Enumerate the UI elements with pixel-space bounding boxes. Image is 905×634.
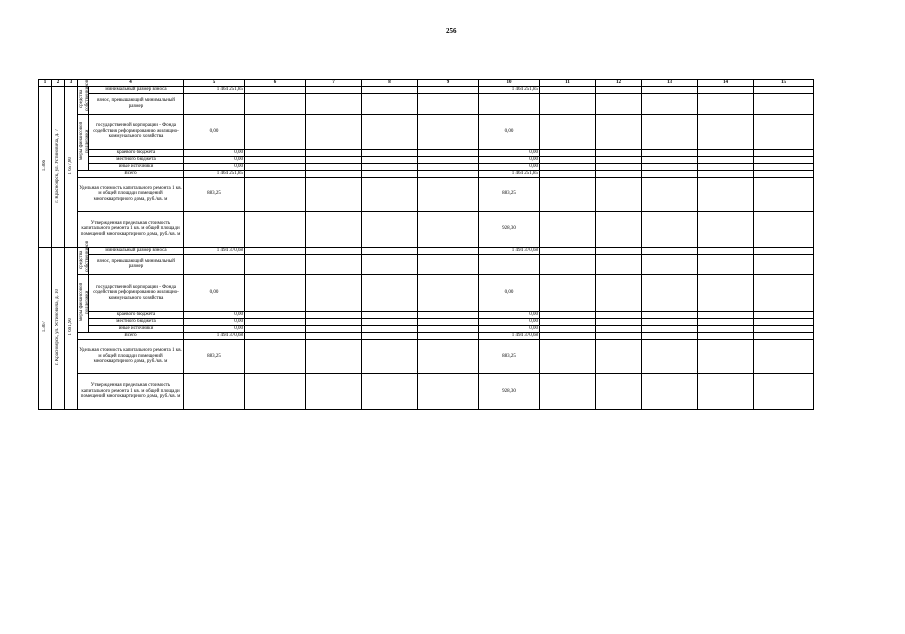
table-row	[39, 114, 814, 149]
value-col10	[479, 94, 540, 114]
value-col10	[479, 254, 540, 274]
col-header: 8	[362, 80, 418, 87]
row-label: Удельная стоимость капитального ремонта 1 кв. м общей площади помещений многоквартирного дома, руб./кв. м	[78, 340, 184, 374]
value-col10: 883,25	[479, 177, 540, 211]
table-row	[39, 177, 814, 211]
value-col10: 0,00	[479, 312, 540, 319]
row-label: минимальный размер взноса	[89, 247, 184, 254]
area: 1 691,90	[68, 318, 73, 336]
row-label: иные источники	[89, 163, 184, 170]
table-row	[39, 94, 814, 114]
area: 1 657,80	[68, 156, 73, 175]
subgroup-cell	[78, 79, 90, 115]
value-col10: 883,25	[479, 340, 540, 374]
value-col5	[184, 211, 245, 247]
value-col10: 1 494 370,68	[479, 333, 540, 340]
row-label: Утвержденная предельная стоимость капитального ремонта 1 кв. м общей площади помещений многоквартирного дома, руб./кв. м	[78, 211, 184, 247]
row-label: местного бюджета	[89, 156, 184, 163]
row-label: взнос, превышающий минимальный размер	[89, 254, 184, 274]
value-col5: 1 494 370,68	[184, 333, 245, 340]
address: г. Красноярск, ул. Устиновича, д. 10	[55, 288, 60, 366]
table-row	[39, 374, 814, 410]
value-col5: 0,00	[184, 156, 245, 163]
table-row	[39, 333, 814, 340]
table-row	[39, 163, 814, 170]
value-col10: 928,30	[479, 211, 540, 247]
value-col10: 0,00	[479, 275, 540, 312]
table-row	[39, 340, 814, 374]
value-col5	[184, 254, 245, 274]
row-number-cell	[39, 87, 52, 248]
col-header: 11	[540, 80, 596, 87]
col-header: 14	[698, 80, 754, 87]
value-col10: 1 494 370,68	[479, 247, 540, 254]
row-label: краевого бюджета	[89, 149, 184, 156]
value-col10: 1 464 251,85	[479, 87, 540, 94]
value-col5: 883,25	[184, 340, 245, 374]
table-row	[39, 312, 814, 319]
table-row	[39, 275, 814, 312]
value-col10: 0,00	[479, 149, 540, 156]
subgroup-cell	[78, 275, 89, 333]
table-row	[39, 170, 814, 177]
row-label: государственной корпорации - Фонда содействия реформированию жилищно-коммунального хозяйства	[89, 275, 184, 312]
table-row	[39, 149, 814, 156]
col-header: 1	[39, 80, 52, 87]
row-number: 1.366	[42, 159, 47, 172]
value-col10: 1 464 251,85	[479, 170, 540, 177]
address-cell	[52, 247, 65, 410]
value-col10: 0,00	[479, 319, 540, 326]
row-label: государственной корпорации - Фонда содействия реформированию жилищно-коммунального хозяйства	[89, 114, 184, 149]
value-col5: 0,00	[184, 163, 245, 170]
value-col5: 0,00	[184, 326, 245, 333]
value-col5: 0,00	[184, 114, 245, 149]
row-number: 1.367	[42, 321, 47, 333]
col-header: 10	[479, 80, 540, 87]
subgroup-cell	[78, 114, 89, 170]
subgroup-owners: средства собственников	[79, 79, 90, 111]
table-row	[39, 247, 814, 254]
col-header: 9	[418, 80, 479, 87]
row-label: Всего	[78, 170, 184, 177]
col-header: 7	[306, 80, 362, 87]
row-label: краевого бюджета	[89, 312, 184, 319]
row-label: минимальный размер взноса	[89, 87, 184, 94]
capital-repair-table	[38, 79, 814, 410]
row-label: Всего	[78, 333, 184, 340]
col-header: 6	[245, 80, 306, 87]
col-header: 12	[596, 80, 642, 87]
address: г. Красноярск, ул. Устиновича, д. 7	[55, 128, 60, 203]
table-row	[39, 156, 814, 163]
header-row	[39, 80, 814, 87]
subgroup-support: меры финансовой поддержки	[79, 283, 90, 322]
col-header: 3	[65, 80, 78, 87]
area-cell	[65, 87, 78, 248]
value-col5: 1 464 251,85	[184, 170, 245, 177]
value-col10: 0,00	[479, 163, 540, 170]
value-col5: 0,00	[184, 312, 245, 319]
value-col10: 0,00	[479, 156, 540, 163]
address-cell	[52, 87, 65, 248]
value-col5	[184, 94, 245, 114]
value-col5: 0,00	[184, 319, 245, 326]
value-col5: 1 494 370,68	[184, 247, 245, 254]
page-number: 256	[446, 27, 457, 35]
row-number-cell	[39, 247, 52, 410]
value-col5: 883,25	[184, 177, 245, 211]
subgroup-cell	[78, 240, 90, 275]
row-label: Утвержденная предельная стоимость капитального ремонта 1 кв. м общей площади помещений многоквартирного дома, руб./кв. м	[78, 374, 184, 410]
value-col5: 0,00	[184, 149, 245, 156]
value-col10: 928,30	[479, 374, 540, 410]
col-header: 13	[642, 80, 698, 87]
col-header: 2	[52, 80, 65, 87]
table-row	[39, 319, 814, 326]
row-label: взнос, превышающий минимальный размер	[89, 94, 184, 114]
value-col5: 0,00	[184, 275, 245, 312]
col-header: 5	[184, 80, 245, 87]
area-cell	[65, 247, 78, 410]
table-row	[39, 254, 814, 274]
col-header: 15	[754, 80, 814, 87]
table-row	[39, 326, 814, 333]
table-row	[39, 87, 814, 94]
subgroup-owners: средства собственников	[79, 240, 90, 272]
value-col5	[184, 374, 245, 410]
col-header: 4	[78, 80, 184, 87]
value-col10: 0,00	[479, 114, 540, 149]
subgroup-support: меры финансовой поддержки	[79, 121, 90, 160]
row-label: Удельная стоимость капитального ремонта 1 кв. м общей площади помещений многоквартирного дома, руб./кв. м	[78, 177, 184, 211]
value-col5: 1 464 251,85	[184, 87, 245, 94]
value-col10: 0,00	[479, 326, 540, 333]
row-label: местного бюджета	[89, 319, 184, 326]
row-label: иные источники	[89, 326, 184, 333]
table-row	[39, 211, 814, 247]
